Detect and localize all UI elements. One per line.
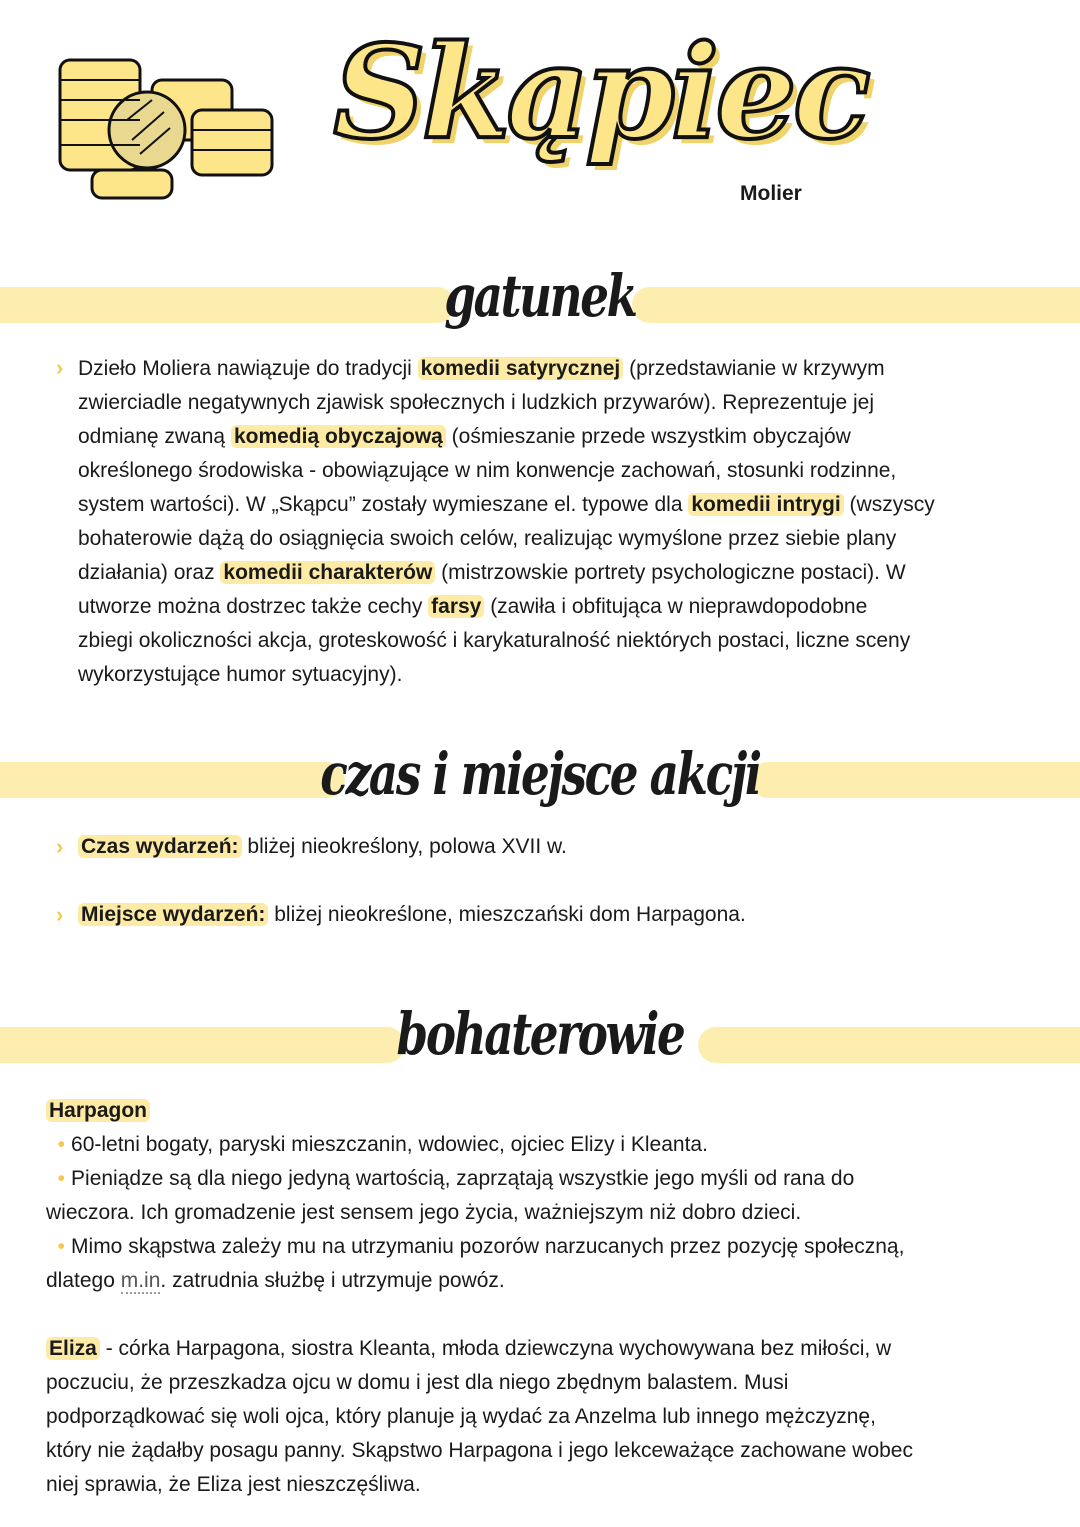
bullet-icon: • <box>57 1167 66 1190</box>
abbreviation: m.in <box>120 1269 161 1292</box>
text: system wartości). W „Skąpcu” zostały wymieszane el. typowe dla <box>78 493 689 516</box>
time-label: Czas wydarzeń: <box>78 835 242 858</box>
section-heading-characters: bohaterowie <box>396 1000 684 1068</box>
list-item: Pieniądze są dla niego jedyną wartością, zaprzątają wszystkie jego myśli od rana do <box>71 1167 855 1190</box>
paragraph-line <box>78 454 935 488</box>
paragraph-line <box>78 420 935 454</box>
highlighted-term: komedii satyrycznej <box>418 357 624 380</box>
section-heading-setting: czas i miejsce akcji <box>320 740 760 808</box>
chevron-right-icon: › <box>56 902 64 927</box>
text: podporządkować się woli ojca, który planuje ją wydać za Anzelma lub innego mężczyznę, <box>46 1405 876 1428</box>
text: wykorzystujące humor sytuacyjny). <box>78 663 403 686</box>
chevron-right-icon: › <box>56 834 64 859</box>
place-label: Miejsce wydarzeń: <box>78 903 268 926</box>
highlighted-term: komedii charakterów <box>220 561 435 584</box>
text: który nie żądałby posagu panny. Skąpstwo Harpagona i jego lekceważące zachowane wobec <box>46 1439 913 1462</box>
text: dlatego <box>46 1269 121 1292</box>
paragraph-line <box>78 658 935 692</box>
setting-place <box>78 898 746 932</box>
list-item-cont: wieczora. Ich gromadzenie jest sensem jego życia, ważniejszym niż dobro dzieci. <box>46 1201 802 1224</box>
character-name: Eliza <box>46 1337 100 1360</box>
page-title: Skąpiec <box>333 18 867 168</box>
place-value: bliżej nieokreślone, mieszczański dom Harpagona. <box>268 903 746 926</box>
paragraph-line <box>78 386 935 420</box>
text: niej sprawia, że Eliza jest nieszczęśliwa. <box>46 1473 421 1496</box>
section-heading-genre: gatunek <box>444 262 636 330</box>
author: Molier <box>740 182 802 205</box>
text: (zawiła i obfitująca w nieprawdopodobne <box>484 595 868 618</box>
text: (mistrzowskie portrety psychologiczne postaci). W <box>435 561 906 584</box>
bullet-icon: • <box>57 1235 66 1258</box>
text: działania) oraz <box>78 561 221 584</box>
text: (przedstawianie w krzywym <box>623 357 885 380</box>
time-value: bliżej nieokreślony, polowa XVII w. <box>241 835 567 858</box>
text: zbiegi okoliczności akcja, groteskowość i karykaturalność niektórych postaci, liczne sceny <box>78 629 911 652</box>
character-harpagon <box>46 1094 904 1298</box>
text: utworze można dostrzec także cechy <box>78 595 429 618</box>
list-item: 60-letni bogaty, paryski mieszczanin, wdowiec, ojciec Elizy i Kleanta. <box>71 1133 708 1156</box>
chevron-right-icon: › <box>56 355 64 380</box>
paragraph-line <box>78 556 935 590</box>
paragraph-line <box>78 522 935 556</box>
coins-icon <box>52 50 282 205</box>
paragraph-line <box>78 590 935 624</box>
text: Dzieło Moliera nawiązuje do tradycji <box>78 357 418 380</box>
paragraph-line <box>78 488 935 522</box>
setting-time <box>78 830 567 864</box>
text: bohaterowie dążą do osiągnięcia swoich celów, realizując wymyślone przez siebie plany <box>78 527 897 550</box>
text: - córka Harpagona, siostra Kleanta, młoda dziewczyna wychowywana bez miłości, w <box>99 1337 892 1360</box>
paragraph-line <box>78 624 935 658</box>
text: poczuciu, że przeszkadza ojcu w domu i jest dla niego zbędnym balastem. Musi <box>46 1371 789 1394</box>
highlighted-term: komedii intrygi <box>688 493 843 516</box>
text: zwierciadle negatywnych zjawisk społecznych i ludzkich przywarów). Reprezentuje jej <box>78 391 875 414</box>
list-item: Mimo skąpstwa zależy mu na utrzymaniu pozorów narzucanych przez pozycję społeczną, <box>71 1235 905 1258</box>
text: . zatrudnia służbę i utrzymuje powóz. <box>160 1269 505 1292</box>
text: (ośmieszanie przede wszystkim obyczajów <box>445 425 851 448</box>
paragraph-line <box>78 352 935 386</box>
text: (wszyscy <box>843 493 935 516</box>
text: określonego środowiska - obowiązujące w nim konwencje zachowań, stosunki rodzinne, <box>78 459 897 482</box>
highlighted-term: komedią obyczajową <box>231 425 446 448</box>
bullet-icon: • <box>57 1133 66 1156</box>
text: odmianę zwaną <box>78 425 231 448</box>
character-eliza <box>46 1332 913 1502</box>
character-name: Harpagon <box>46 1099 150 1122</box>
highlighted-term: farsy <box>428 595 484 618</box>
genre-paragraph <box>78 352 935 692</box>
